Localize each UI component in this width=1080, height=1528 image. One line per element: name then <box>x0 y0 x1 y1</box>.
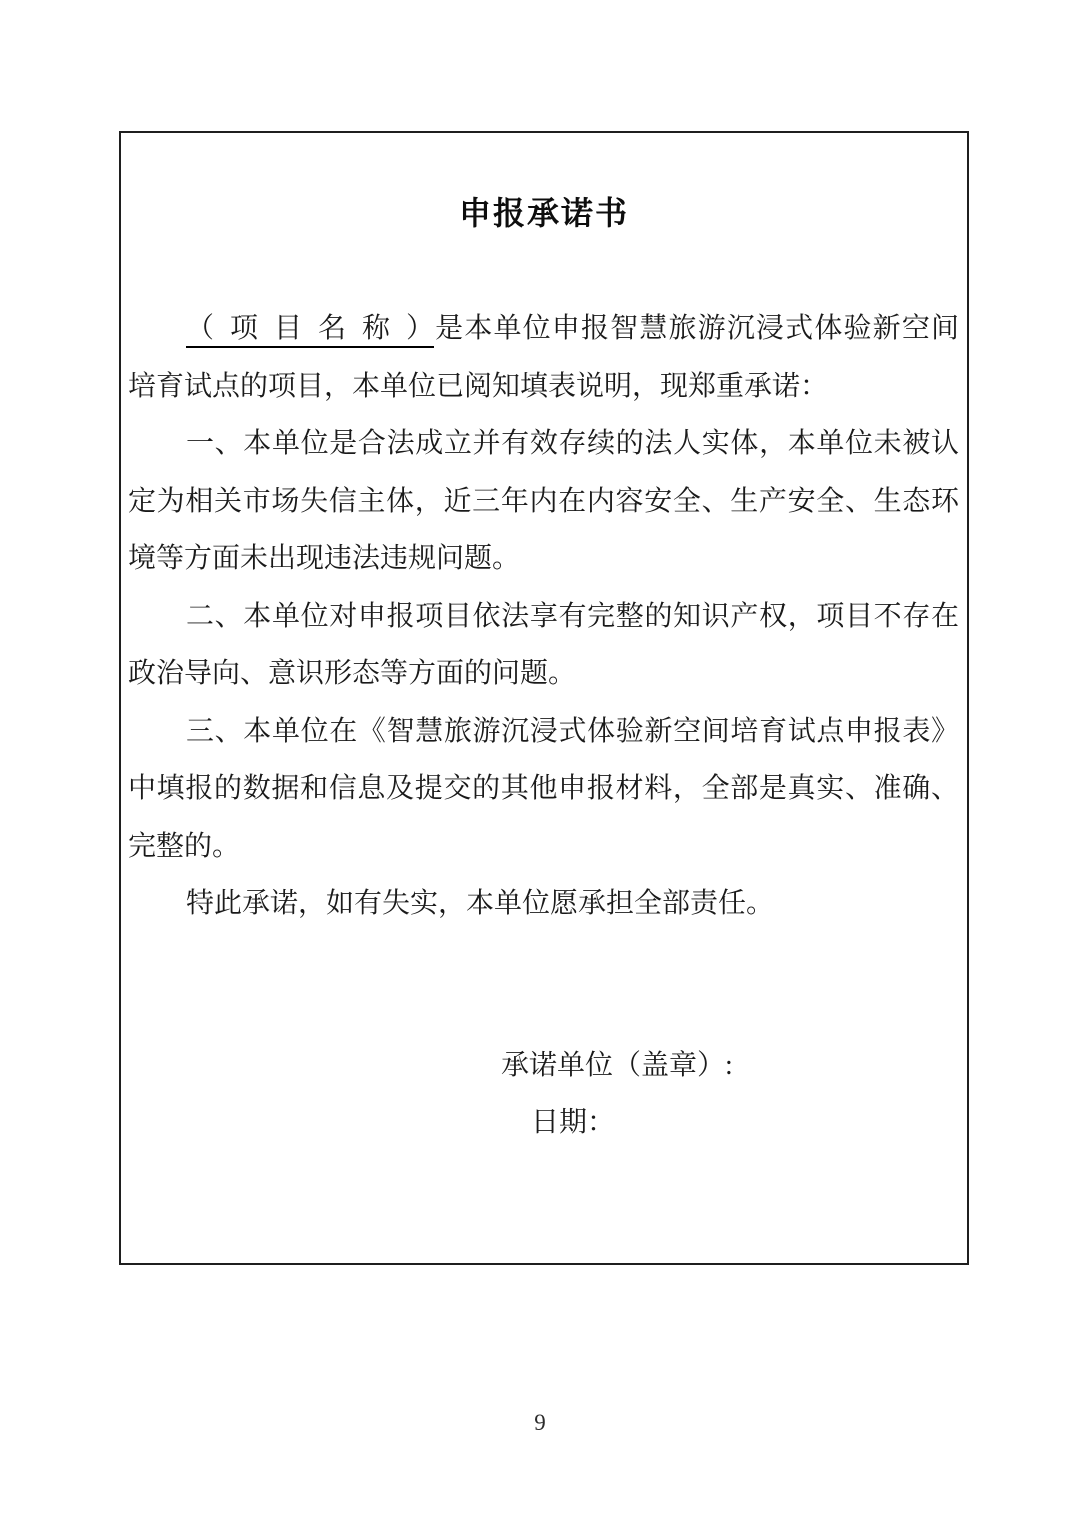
signature-block <box>121 1037 967 1152</box>
document-body <box>128 300 959 933</box>
item3-line-3: 完整的。 <box>128 830 241 862</box>
intro-line-1-text: 是本单位申报智慧旅游沉浸式体验新空间 <box>434 313 959 344</box>
page-title: 申报承诺书 <box>458 195 629 231</box>
intro-line-2: 培育试点的项目，本单位已阅知填表说明，现郑重承诺： <box>128 370 829 402</box>
closing-line: 特此承诺，如有失实，本单位愿承担全部责任。 <box>186 888 775 919</box>
project-name-label: （项目名称） <box>186 313 434 344</box>
page-number: 9 <box>534 1410 546 1435</box>
item3-line-2: 中填报的数据和信息及提交的其他申报材料，全部是真实、准确、 <box>128 773 959 804</box>
signature-date-label: 日期： <box>531 1107 616 1138</box>
item1-line-3: 境等方面未出现违法违规问题。 <box>128 543 521 574</box>
intro-line-1 <box>128 300 959 358</box>
item2-line-2: 政治导向、意识形态等方面的问题。 <box>128 658 577 689</box>
signature-unit-label: 承诺单位（盖章）: <box>501 1049 733 1081</box>
project-name-blank-field <box>186 312 434 348</box>
page-border-frame <box>119 131 969 1265</box>
item2-line-1: 二、本单位对申报项目依法享有完整的知识产权，项目不存在 <box>186 600 959 632</box>
item3-line-1: 三、本单位在《智慧旅游沉浸式体验新空间培育试点申报表》 <box>186 715 959 747</box>
item1-line-2: 定为相关市场失信主体，近三年内在内容安全、生产安全、生态环 <box>128 485 959 517</box>
item1-line-1: 一、本单位是合法成立并有效存续的法人实体，本单位未被认 <box>186 428 959 459</box>
